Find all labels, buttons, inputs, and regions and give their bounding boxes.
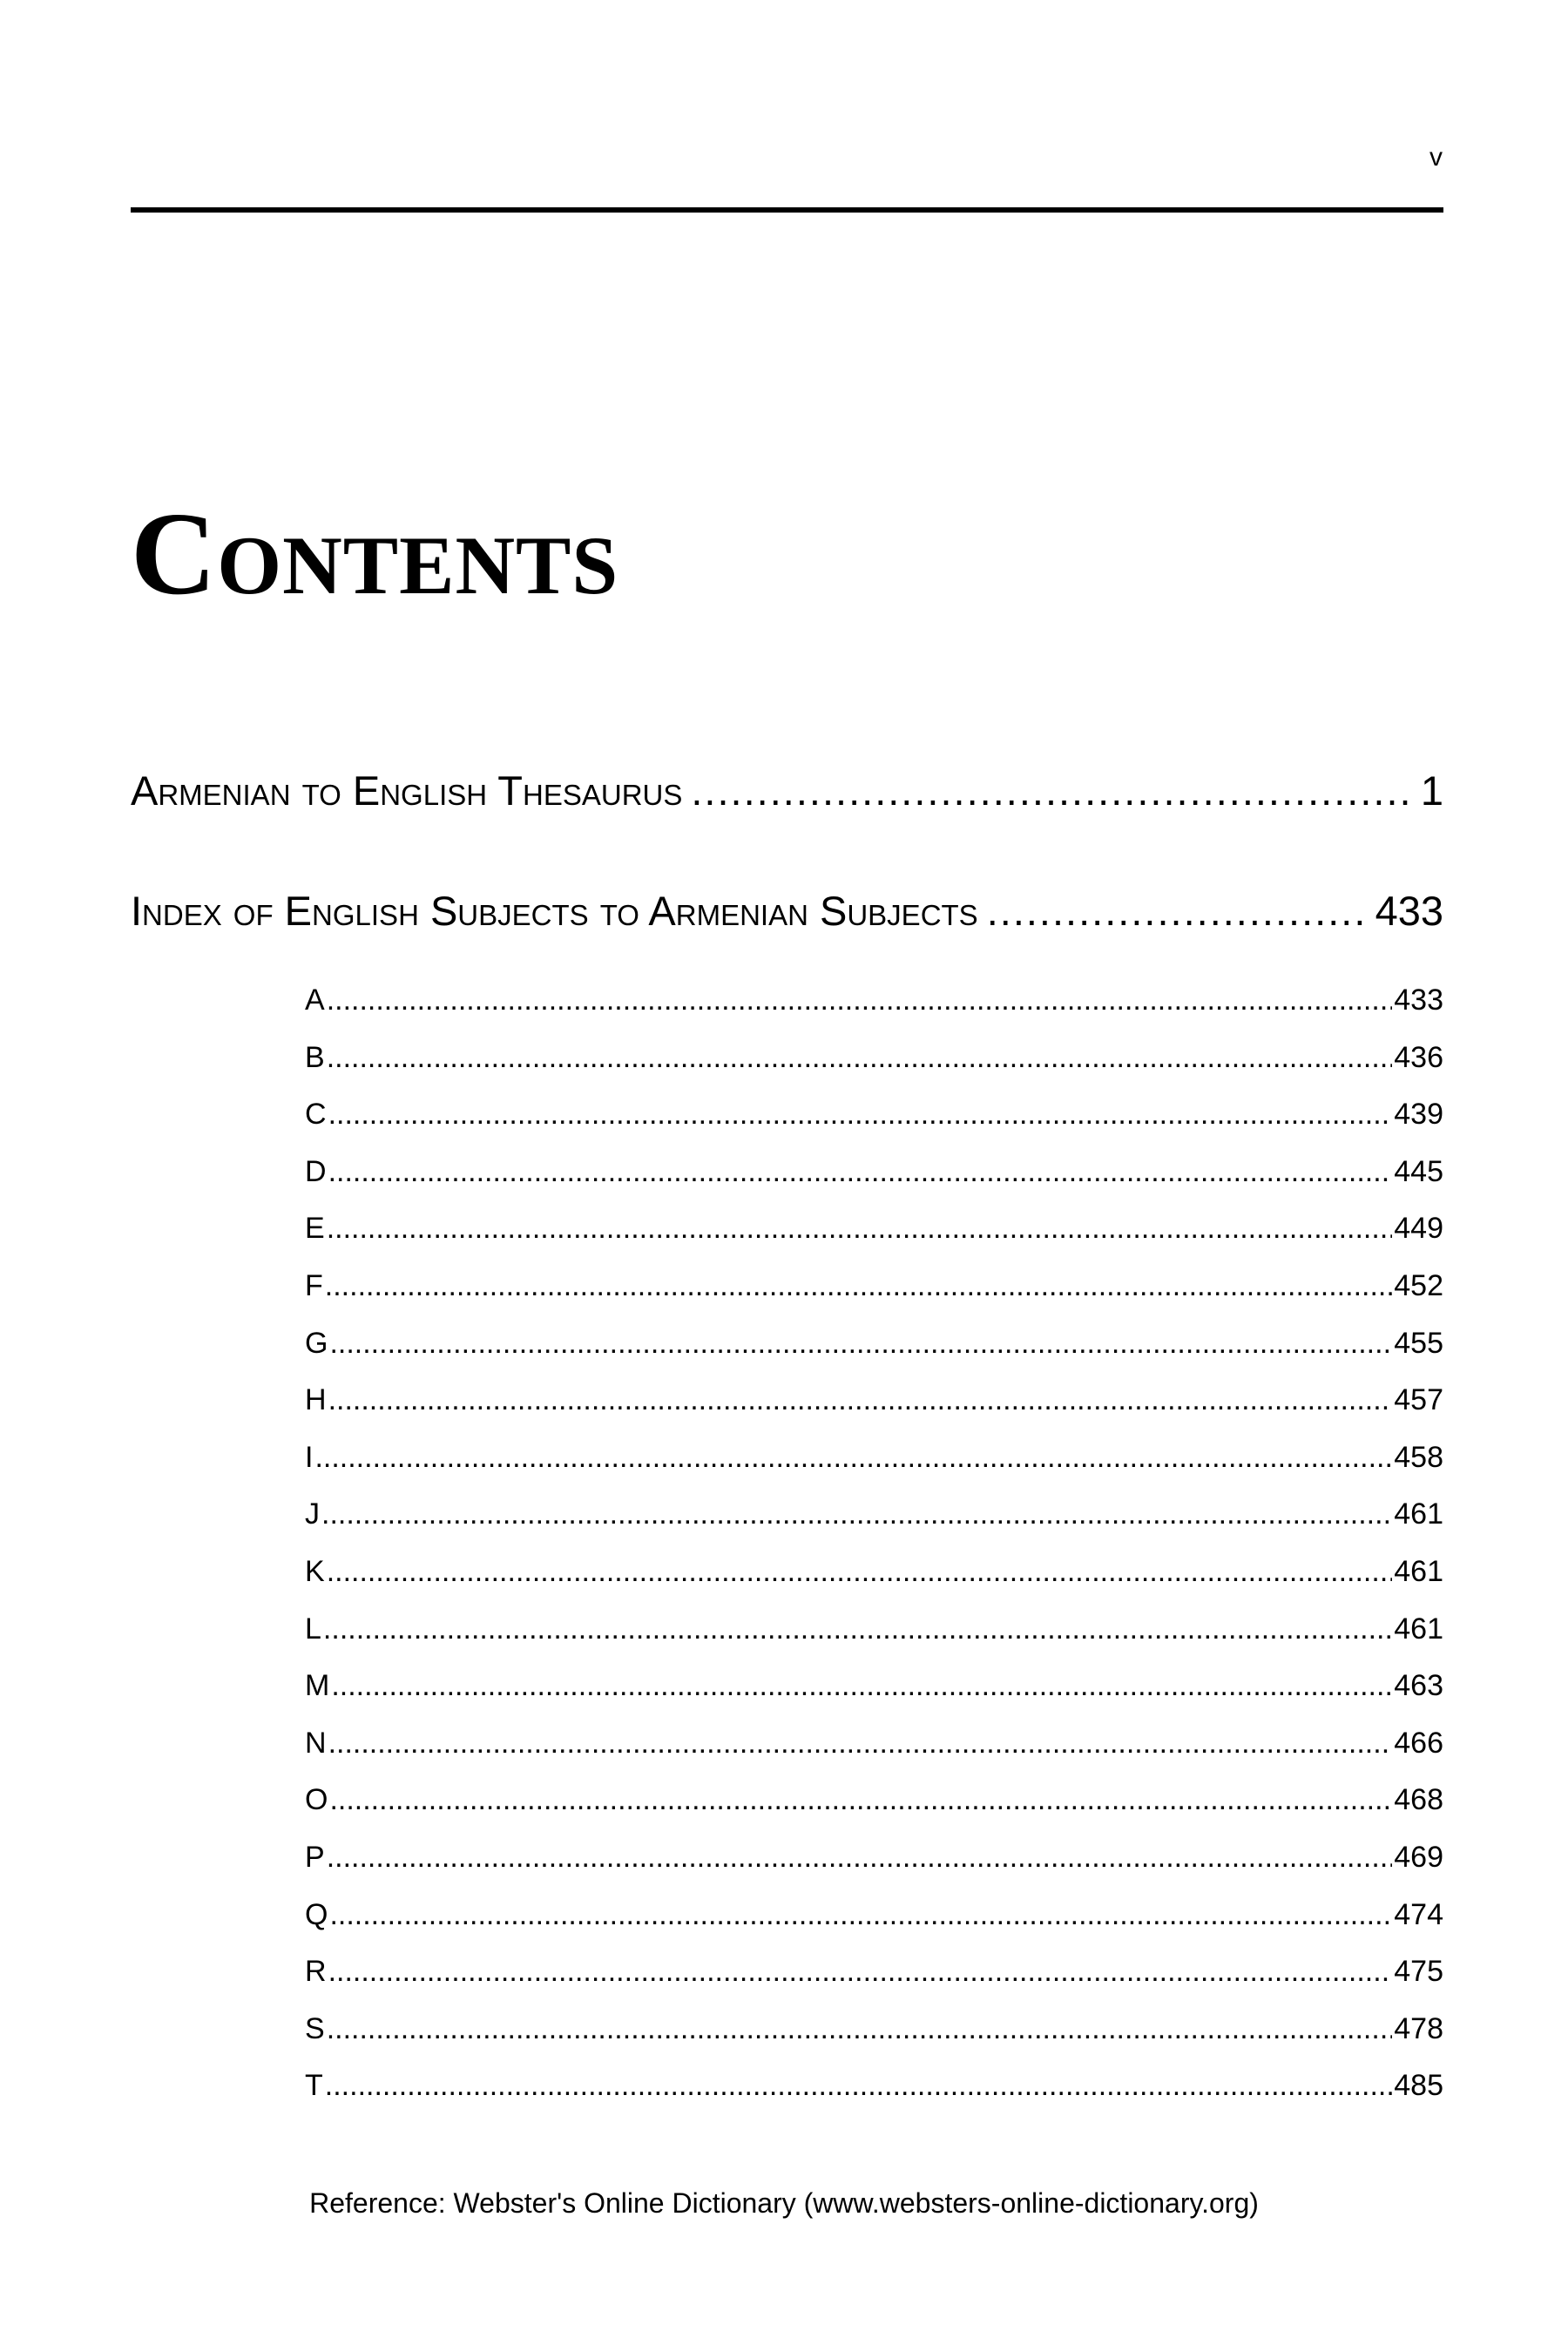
toc-sub-label: N <box>305 1726 327 1760</box>
dot-leader <box>328 1097 1393 1132</box>
toc-sub-label: I <box>305 1440 314 1474</box>
toc-sub-label: E <box>305 1212 325 1246</box>
toc-sub-entry-r[interactable] <box>305 1954 1443 2011</box>
toc-sub-page: 452 <box>1394 1268 1443 1302</box>
toc-sub-page: 433 <box>1394 983 1443 1017</box>
toc-sub-label: S <box>305 2011 325 2045</box>
toc-sub-entry-d[interactable] <box>305 1154 1443 1212</box>
toc-sub-page: 478 <box>1394 2011 1443 2045</box>
toc-sub-page: 463 <box>1394 1669 1443 1703</box>
toc-sub-entry-q[interactable] <box>305 1897 1443 1955</box>
toc-sub-page: 475 <box>1394 1955 1443 1989</box>
toc-sub-label: H <box>305 1383 327 1417</box>
dot-leader <box>323 1612 1392 1646</box>
dot-leader <box>328 1954 1393 1989</box>
toc-sub-entry-s[interactable] <box>305 2011 1443 2069</box>
toc-sub-label: Q <box>305 1897 328 1931</box>
toc-sub-label: R <box>305 1955 327 1989</box>
toc-sub-entry-g[interactable] <box>305 1326 1443 1383</box>
dot-leader <box>331 1668 1392 1703</box>
toc-entry-armenian-to-english-thesaurus[interactable] <box>131 767 1443 815</box>
toc-entry-page: 1 <box>1420 767 1443 814</box>
dot-leader <box>329 1782 1392 1817</box>
toc-sub-label: K <box>305 1554 325 1588</box>
dot-leader <box>327 1840 1393 1875</box>
page-title: Contents <box>131 489 619 619</box>
dot-leader <box>987 887 1367 936</box>
toc-sub-page: 468 <box>1394 1783 1443 1817</box>
toc-entry-label: Armenian to English Thesaurus <box>131 767 683 814</box>
dot-leader <box>327 983 1393 1017</box>
toc-sub-page: 466 <box>1394 1726 1443 1760</box>
dot-leader <box>327 1040 1393 1075</box>
toc-sub-page: 458 <box>1394 1440 1443 1474</box>
dot-leader <box>321 1497 1392 1531</box>
toc-sub-page: 469 <box>1394 1840 1443 1874</box>
dot-leader <box>329 1326 1392 1361</box>
dot-leader <box>327 1554 1393 1589</box>
toc-sub-label: T <box>305 2069 323 2103</box>
toc-sub-label: B <box>305 1040 325 1074</box>
toc-sub-page: 457 <box>1394 1383 1443 1417</box>
toc-sub-page: 449 <box>1394 1212 1443 1246</box>
toc-sub-entry-l[interactable] <box>305 1612 1443 1669</box>
dot-leader <box>328 1726 1393 1761</box>
toc-sub-entry-h[interactable] <box>305 1382 1443 1440</box>
toc-sub-label: L <box>305 1612 321 1646</box>
toc-sub-entry-b[interactable] <box>305 1040 1443 1098</box>
toc-sub-entry-k[interactable] <box>305 1554 1443 1612</box>
dot-leader <box>327 1211 1393 1246</box>
toc-sub-list <box>305 983 1443 2126</box>
toc-sub-page: 455 <box>1394 1326 1443 1360</box>
toc-sub-entry-e[interactable] <box>305 1211 1443 1268</box>
dot-leader <box>691 767 1411 815</box>
toc-sub-page: 461 <box>1394 1612 1443 1646</box>
dot-leader <box>314 1440 1392 1475</box>
toc-sub-entry-m[interactable] <box>305 1668 1443 1726</box>
dot-leader <box>329 1897 1392 1932</box>
toc-sub-label: D <box>305 1154 327 1188</box>
toc-sub-entry-o[interactable] <box>305 1782 1443 1840</box>
dot-leader <box>325 2068 1392 2103</box>
footer-reference-text: Reference: Webster's Online Dictionary (www.websters-online-dictionary.org) <box>309 2187 1259 2219</box>
toc-sub-page: 439 <box>1394 1098 1443 1132</box>
toc-entry-page: 433 <box>1375 888 1443 934</box>
toc-sub-entry-t[interactable] <box>305 2068 1443 2126</box>
toc-sub-label: P <box>305 1840 325 1874</box>
dot-leader <box>325 1268 1392 1303</box>
toc-sub-entry-j[interactable] <box>305 1497 1443 1554</box>
page-number: v <box>1429 143 1443 172</box>
toc-sub-page: 445 <box>1394 1154 1443 1188</box>
toc-sub-page: 436 <box>1394 1040 1443 1074</box>
toc-sub-entry-f[interactable] <box>305 1268 1443 1326</box>
toc-sub-label: M <box>305 1669 330 1703</box>
toc-sub-label: A <box>305 983 325 1017</box>
toc-sub-page: 461 <box>1394 1554 1443 1588</box>
dot-leader <box>328 1382 1393 1417</box>
toc-sub-entry-p[interactable] <box>305 1840 1443 1897</box>
toc-sub-page: 461 <box>1394 1497 1443 1531</box>
toc-sub-entry-c[interactable] <box>305 1097 1443 1154</box>
toc-sub-entry-i[interactable] <box>305 1440 1443 1497</box>
toc-sub-page: 485 <box>1394 2069 1443 2103</box>
toc-sub-label: J <box>305 1497 320 1531</box>
toc-entry-index-of-english-subjects[interactable] <box>131 887 1443 936</box>
header-rule <box>131 207 1443 213</box>
toc-sub-entry-a[interactable] <box>305 983 1443 1040</box>
toc-sub-label: G <box>305 1326 328 1360</box>
toc-entry-label: Index of English Subjects to Armenian Subjects <box>131 888 978 934</box>
dot-leader <box>328 1154 1393 1189</box>
toc-sub-entry-n[interactable] <box>305 1726 1443 1783</box>
dot-leader <box>327 2011 1393 2046</box>
toc-sub-label: O <box>305 1783 328 1817</box>
footer-reference <box>0 2186 1568 2220</box>
toc-sub-label: F <box>305 1268 323 1302</box>
toc-sub-page: 474 <box>1394 1897 1443 1931</box>
toc-sub-label: C <box>305 1098 327 1132</box>
